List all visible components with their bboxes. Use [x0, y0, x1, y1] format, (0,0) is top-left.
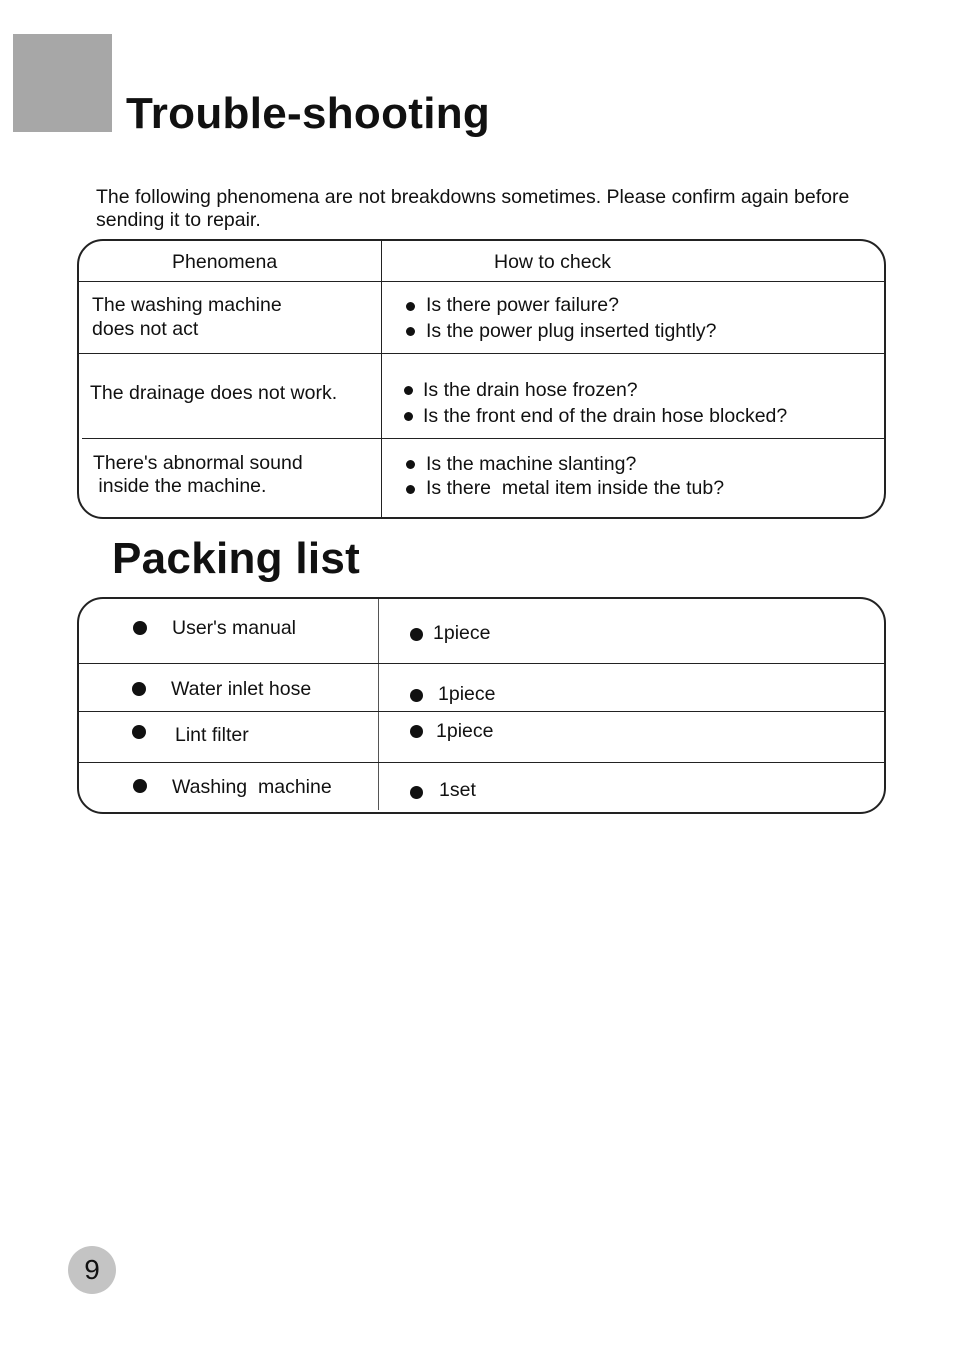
phenomenon-text: There's abnormal sound: [93, 452, 303, 474]
troubleshooting-title: Trouble-shooting: [126, 89, 491, 138]
table-row-divider: [82, 438, 884, 439]
packing-list-title: Packing list: [112, 534, 361, 583]
bullet-icon: [410, 786, 423, 799]
check-item: Is the power plug inserted tightly?: [426, 320, 717, 342]
packing-item-name: Washing machine: [172, 776, 332, 798]
check-item: Is there metal item inside the tub?: [426, 477, 725, 499]
bullet-icon: [404, 386, 413, 395]
table-row-divider: [79, 711, 884, 712]
packing-item-name: Lint filter: [175, 724, 249, 746]
table-column-divider: [381, 241, 382, 517]
header-phenomena: Phenomena: [172, 251, 278, 273]
bullet-icon: [133, 779, 147, 793]
phenomenon-text: The drainage does not work.: [90, 382, 338, 404]
bullet-icon: [406, 327, 415, 336]
phenomenon-text: The washing machine: [92, 294, 282, 316]
table-row-divider: [79, 353, 884, 354]
intro-line-1: The following phenomena are not breakdowns sometimes. Please confirm again before: [96, 186, 850, 208]
table-row-divider: [79, 762, 884, 763]
section-marker-block: [13, 34, 112, 132]
bullet-icon: [406, 460, 415, 469]
header-how-to-check: How to check: [494, 251, 612, 273]
check-item: Is the machine slanting?: [426, 453, 637, 475]
phenomenon-text: inside the machine.: [93, 475, 267, 497]
bullet-icon: [132, 725, 146, 739]
packing-item-qty: 1piece: [436, 720, 494, 742]
bullet-icon: [133, 621, 147, 635]
bullet-icon: [132, 682, 146, 696]
packing-item-qty: 1set: [439, 779, 476, 801]
troubleshooting-intro: [96, 186, 926, 232]
table-row-divider: [79, 663, 884, 664]
check-item: Is there power failure?: [426, 294, 619, 316]
check-item: Is the drain hose frozen?: [423, 379, 638, 401]
bullet-icon: [404, 412, 413, 421]
packing-item-name: Water inlet hose: [171, 678, 312, 700]
bullet-icon: [406, 302, 415, 311]
packing-item-qty: 1piece: [433, 622, 491, 644]
bullet-icon: [410, 725, 423, 738]
packing-item-qty: 1piece: [438, 683, 496, 705]
intro-line-2: sending it to repair.: [96, 209, 261, 231]
phenomenon-text: does not act: [92, 318, 199, 340]
page-number: 9: [68, 1246, 116, 1294]
bullet-icon: [410, 628, 423, 641]
table-column-divider: [378, 599, 379, 810]
packing-item-name: User's manual: [172, 617, 297, 639]
bullet-icon: [406, 485, 415, 494]
bullet-icon: [410, 689, 423, 702]
table-header-divider: [79, 281, 884, 282]
check-item: Is the front end of the drain hose blocked?: [423, 405, 788, 427]
